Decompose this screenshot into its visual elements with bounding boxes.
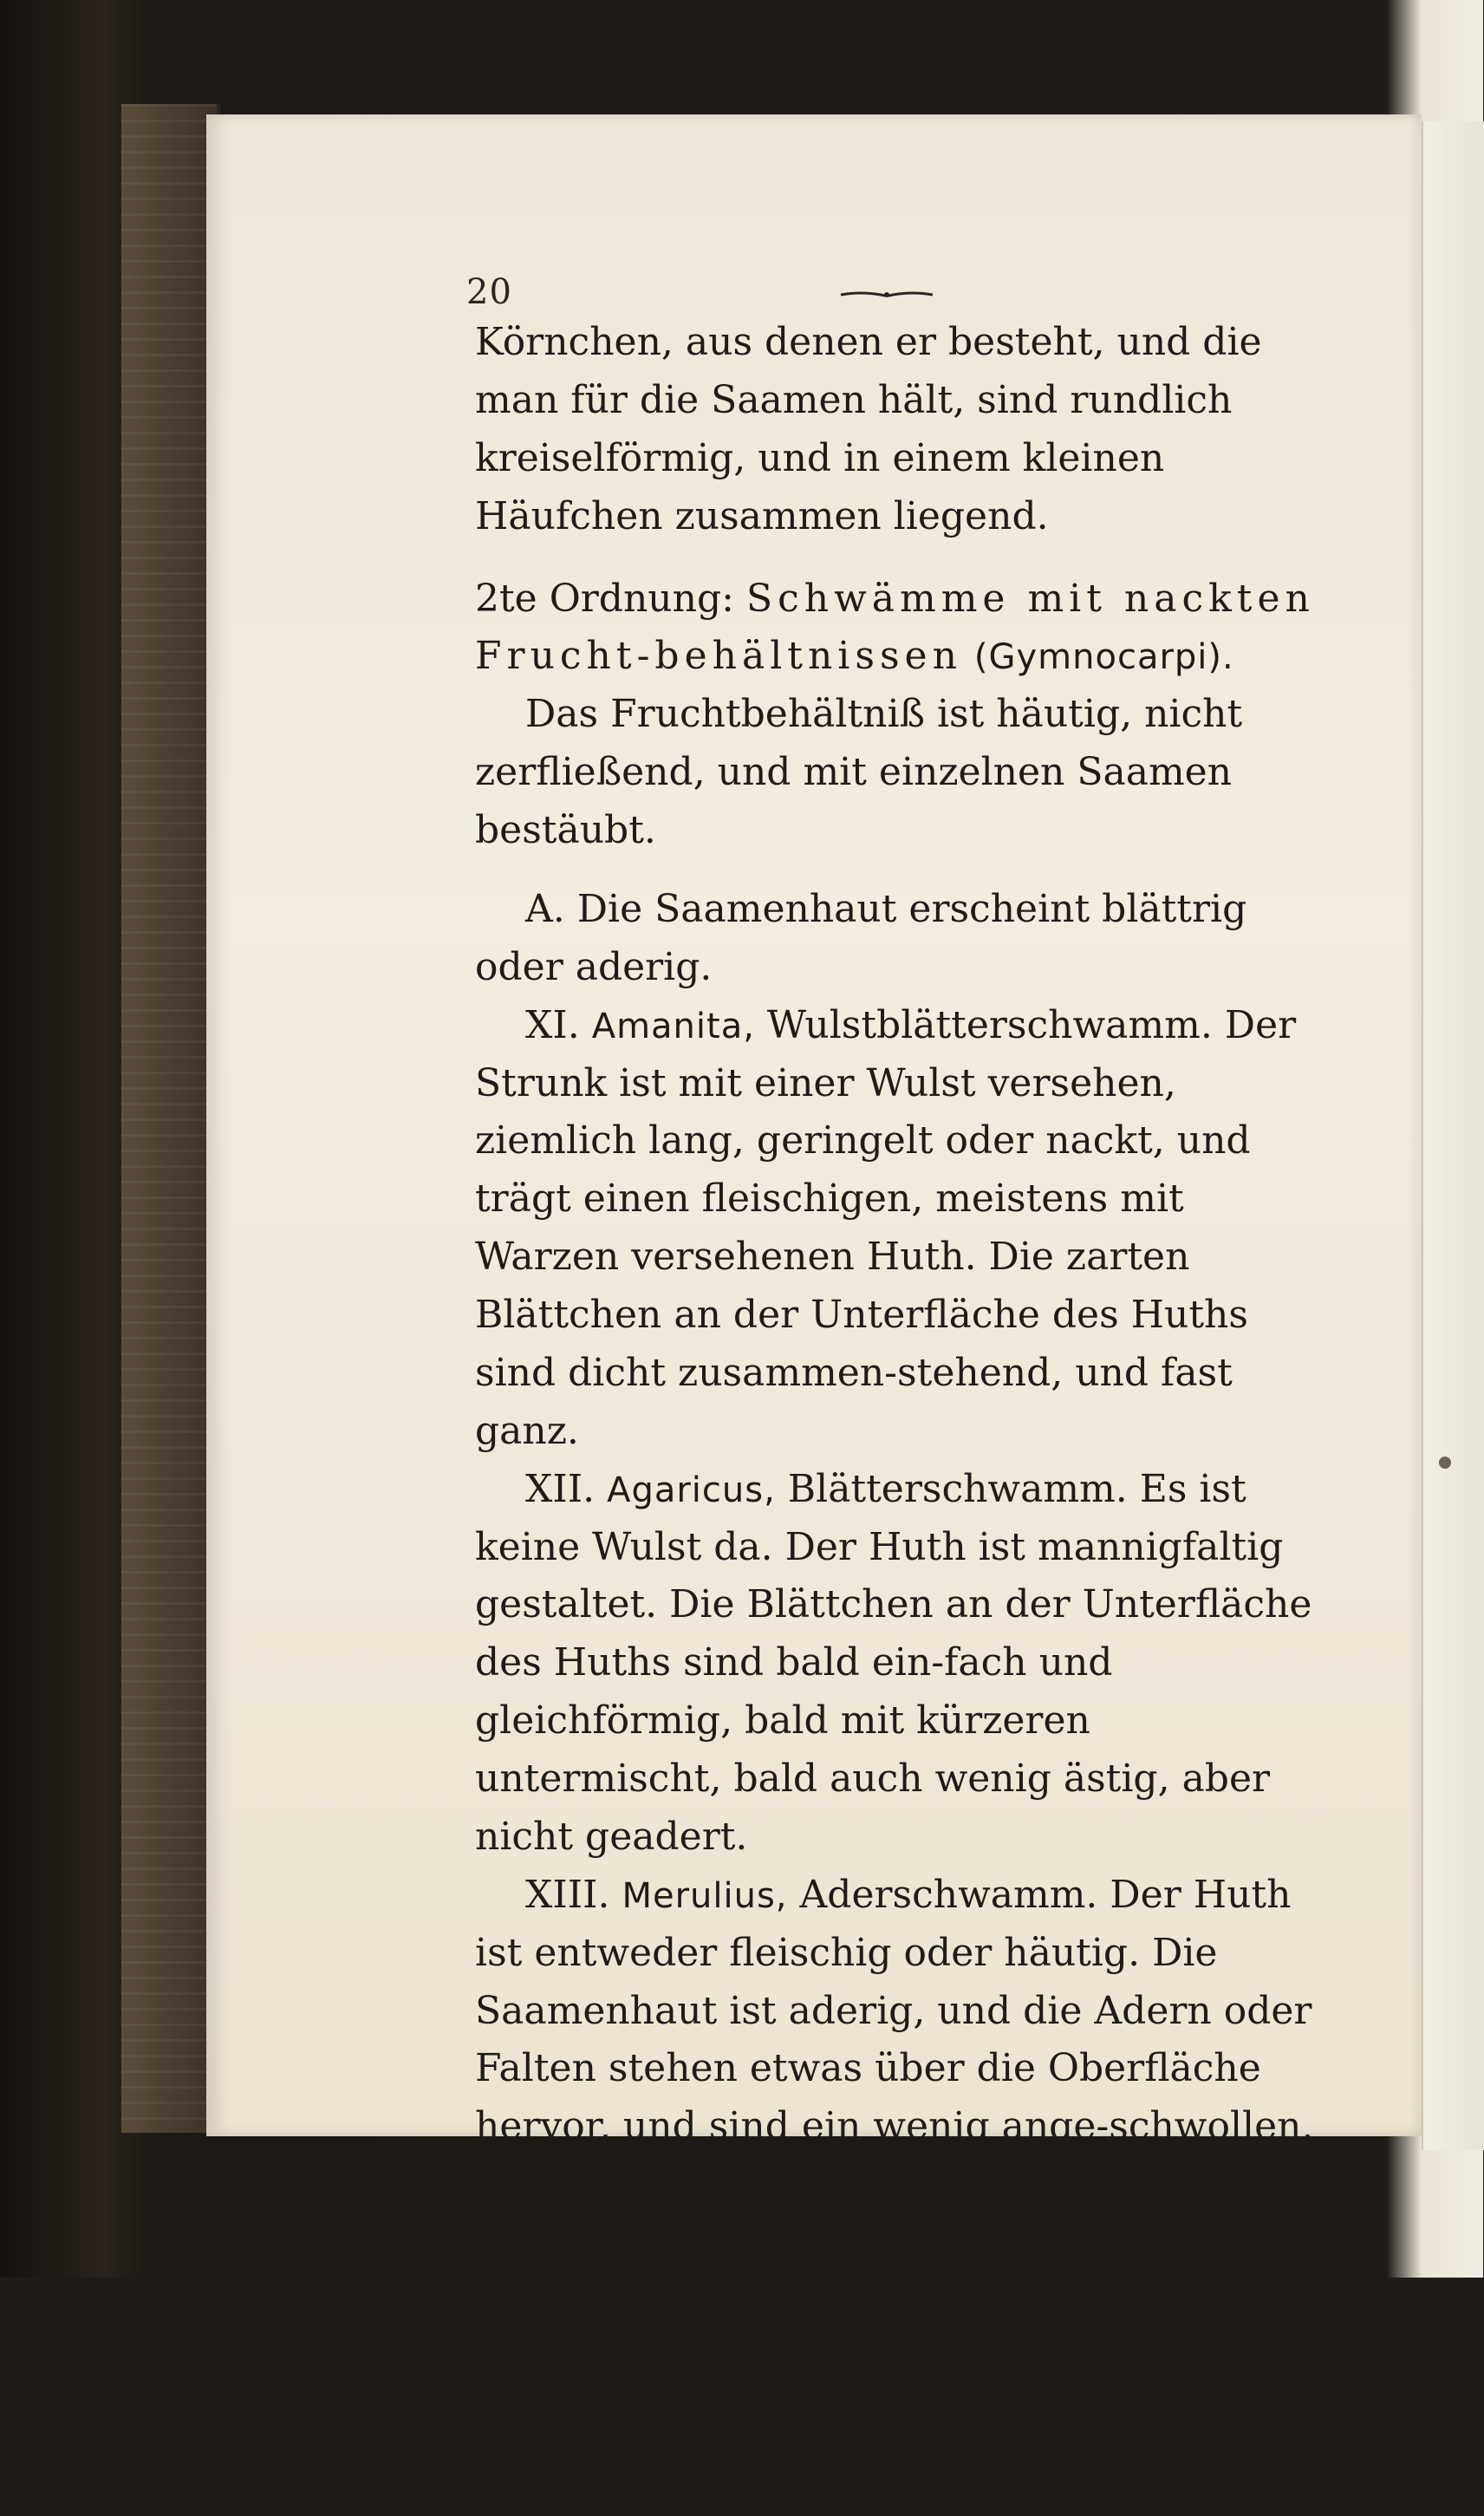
subsection-a: A. Die Saamenhaut erscheint blättrig oder aderig. bbox=[475, 886, 1247, 989]
subsection-b bbox=[475, 2168, 1325, 2401]
genus-xii-text: Blätterschwamm. Es ist keine Wulst da. Der Huth ist mannigfaltig gestaltet. Die Blättchen an der Unterfläche des Huths sind bald ein-fach und gleichförmig, bald mit kürzeren untermischt, bald auch wenig ästig, aber nicht geadert. bbox=[475, 1466, 1312, 1859]
book-spine-edge bbox=[121, 104, 220, 2133]
genus-xi bbox=[475, 997, 1325, 1461]
genus-xiii bbox=[475, 1867, 1325, 2156]
margin-mark bbox=[1439, 1457, 1451, 1469]
genus-xi-number: XI. bbox=[525, 1002, 580, 1047]
genus-xi-text: Wulstblätterschwamm. Der Strunk ist mit einer Wulst versehen, ziemlich lang, geringelt oder nackt, und trägt einen fleischigen, meistens mit Warzen versehenen Huth. Die zarten Blättchen an der Unterfläche des Huths sind dicht zusammen-stehend, und fast ganz. bbox=[475, 1002, 1297, 1453]
genus-xiii-latin: Merulius, bbox=[622, 1875, 788, 1916]
genus-xiv bbox=[475, 2401, 1325, 2516]
page-number: 20 bbox=[466, 272, 512, 312]
header-ornament-icon bbox=[839, 290, 934, 300]
paragraph-continuation: Körnchen, aus denen er besteht, und die man für die Saamen hält, sind rundlich kreiselförmig, und in einem kleinen Häufchen zusammen liegend. bbox=[475, 320, 1262, 538]
genus-xiii-number: XIII. bbox=[525, 1872, 610, 1917]
order-heading-latin: (Gymnocarpi). bbox=[973, 637, 1234, 678]
genus-xii-number: XII. bbox=[525, 1466, 596, 1511]
order-heading-prefix: 2te Ordnung: bbox=[475, 576, 746, 621]
genus-xiv-text: Labyrinthschwamm. Der Huth bbox=[475, 2406, 1286, 2509]
order-heading bbox=[475, 570, 1325, 687]
subsection-b-prefix: B. bbox=[475, 2174, 528, 2219]
order-heading-title: Schwämme mit nackten Frucht-behältnissen bbox=[475, 576, 1315, 679]
genus-xii-latin: Agaricus, bbox=[607, 1470, 776, 1510]
genus-xi-latin: Amanita, bbox=[591, 1006, 755, 1046]
genus-xiii-text: Aderschwamm. Der Huth ist entweder fleischig oder häutig. Die Saamenhaut ist aderig, und die Adern oder Falten stehen etwas über die Oberfläche hervor, und sind ein wenig ange-schwollen. bbox=[475, 1872, 1314, 2149]
genus-xiv-number: XIV. bbox=[525, 2406, 601, 2451]
genus-xiv-latin: Daedalea, bbox=[612, 2409, 797, 2450]
adjacent-page-strip bbox=[1422, 121, 1484, 2150]
subsection-b-text: Die Saamenhaut besteht aus aderigen, länglich zusammengedrückten oder rund-lichen Röhren. bbox=[475, 2174, 1271, 2393]
book-page bbox=[206, 114, 1422, 2509]
page-body bbox=[475, 314, 1325, 2516]
paragraph-fruit-body: Das Fruchtbehältniß ist häutig, nicht zerfließend, und mit einzelnen Saamen bestäubt. bbox=[475, 692, 1243, 852]
genus-xii bbox=[475, 1461, 1325, 1867]
